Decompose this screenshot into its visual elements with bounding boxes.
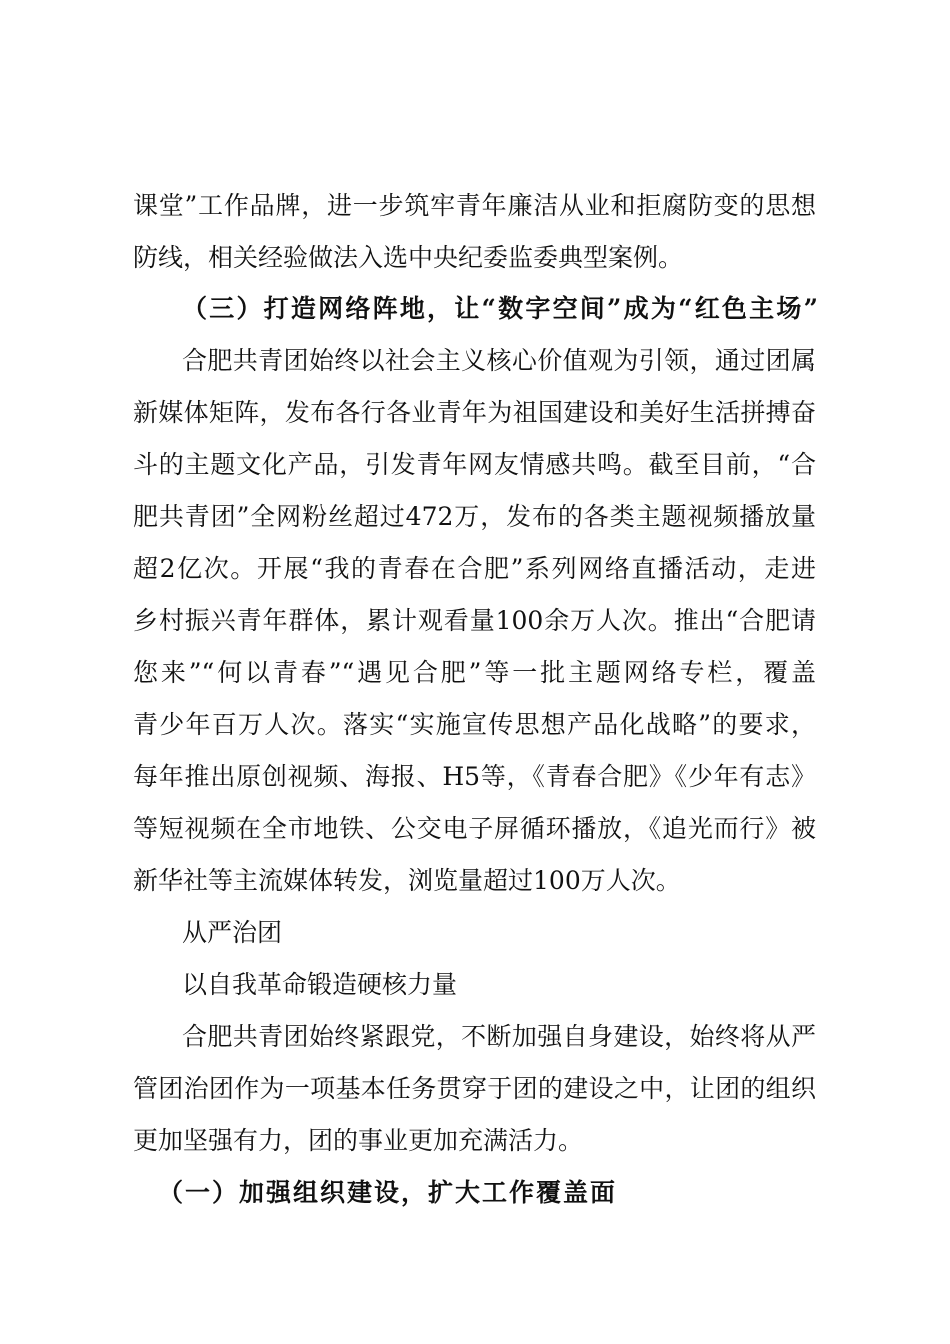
section-heading: （三）打造网络阵地，让“数字空间”成为“红色主场”: [182, 294, 818, 323]
paragraph-line: 每年推出原创视频、海报、H5等，《青春合肥》《少年有志》: [133, 762, 816, 791]
section-subtitle: 以自我革命锻造硬核力量: [182, 970, 458, 999]
paragraph-line: 您来”“何以青春”“遇见合肥”等一批主题网络专栏，覆盖: [133, 658, 816, 687]
paragraph-line: 肥共青团”全网粉丝超过472万，发布的各类主题视频播放量: [133, 502, 816, 531]
paragraph-line: 课堂”工作品牌，进一步筑牢青年廉洁从业和拒腐防变的思想: [133, 191, 816, 220]
paragraph-line: 青少年百万人次。落实“实施宣传思想产品化战略”的要求，: [133, 710, 816, 739]
paragraph-line: 合肥共青团始终以社会主义核心价值观为引领，通过团属: [182, 346, 816, 375]
paragraph-line: 等短视频在全市地铁、公交电子屏循环播放，《追光而行》被: [133, 814, 816, 843]
paragraph-line: 乡村振兴青年群体，累计观看量100余万人次。推出“合肥请: [133, 606, 816, 635]
paragraph-line: 更加坚强有力，团的事业更加充满活力。: [133, 1126, 584, 1155]
paragraph-line: 超2亿次。开展“我的青春在合肥”系列网络直播活动，走进: [133, 554, 816, 583]
paragraph-line: 斗的主题文化产品，引发青年网友情感共鸣。截至目前，“合: [133, 450, 816, 479]
paragraph-line: 新媒体矩阵，发布各行各业青年为祖国建设和美好生活拼搏奋: [133, 398, 816, 427]
paragraph-line: 新华社等主流媒体转发，浏览量超过100万人次。: [133, 866, 681, 895]
section-heading: （一）加强组织建设，扩大工作覆盖面: [158, 1178, 618, 1207]
paragraph-line: 管团治团作为一项基本任务贯穿于团的建设之中，让团的组织: [133, 1074, 816, 1103]
paragraph-line: 合肥共青团始终紧跟党，不断加强自身建设，始终将从严: [182, 1022, 816, 1051]
paragraph-line: 防线，相关经验做法入选中央纪委监委典型案例。: [133, 243, 684, 272]
section-title: 从严治团: [182, 918, 283, 947]
